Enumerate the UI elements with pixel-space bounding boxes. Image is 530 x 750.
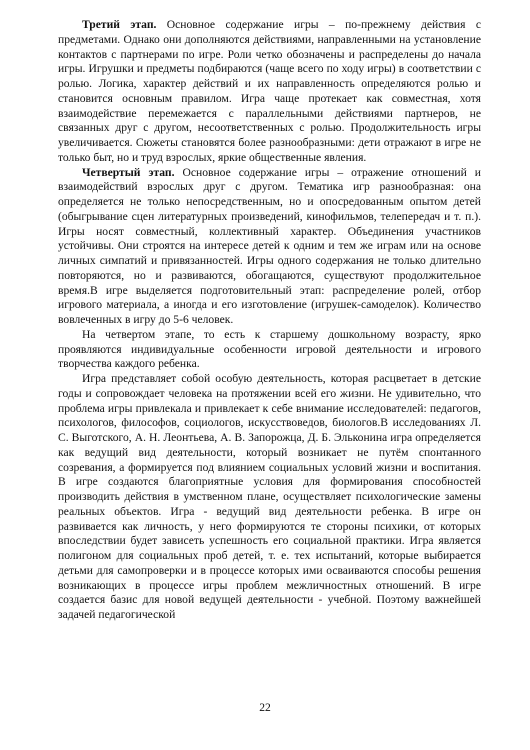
paragraph-stage-four: [58, 166, 481, 328]
paragraph-text: Игра представляет собой особую деятельность, которая расцветает в детские годы и сопровождает человека на протяжении всей его жизни. Не удивительно, что проблема игры привлекала и привлекает к себе внимание исследователей: педагогов, психологов, философов, социологов, искусствоведов, биологов.В исследованиях Л. С. Выготского, А. Н. Леонтьева, А. В. Запорожца, Д. Б. Эльконина игра определяется как ведущий вид деятельности, который возникает не путём спонтанного созревания, а формируется под влиянием социальных условий жизни и воспитания. В игре создаются благоприятные условия для формирования способностей производить действия в умственном плане, осуществляет психологические замены реальных объектов. Игра - ведущий вид деятельности ребенка. В игре он развивается как личность, у него формируются те стороны психики, от которых впоследствии будет зависеть успешность его социальной практики. Игра является полигоном для социальных проб детей, т. е. тех испытаний, которые выбирается детьми для самопроверки и в процессе которых ими осваиваются способы решения возникающих в процессе игры проблем межличностных отношений. В игре создается базис для новой ведущей деятельности - учебной. Поэтому важнейшей задачей педагогической: [58, 372, 481, 621]
paragraph-play-activity: [58, 372, 481, 623]
paragraph-heading: Третий этап.: [82, 18, 157, 31]
page-body: [58, 18, 481, 623]
paragraph-text: Основное содержание игры – отражение отношений и взаимодействий взрослых друг с другом. Тематика игр разнообразная: она определяется не только непосредственным, но и опосредованным опытом детей (обыгрывание сцен литературных произведений, кинофильмов, телепередач и т. п.). Игры носят совместный, коллективный характер. Объединения участников устойчивы. Они строятся на интересе детей к одним и тем же играм или на основе личных симпатий и привязанностей. Игры одного содержания не только длительно повторяются, но и развиваются, обогащаются, существуют продолжительное время.В игре выделяется подготовительный этап: распределение ролей, отбор игрового материала, а иногда и его изготовление (игрушек-самоделок). Количество вовлеченных в игру до 5-6 человек.: [58, 165, 481, 326]
paragraph-text: На четвертом этапе, то есть к старшему дошкольному возрасту, ярко проявляются индивидуальные особенности игровой деятельности и игрового творчества каждого ребенка.: [58, 327, 481, 371]
paragraph-heading: Четвертый этап.: [82, 165, 175, 179]
paragraph-fourth-stage-note: [58, 328, 481, 372]
paragraph-text: Основное содержание игры – по-прежнему действия с предметами. Однако они дополняются действиями, направленными на установление контактов с партнерами по игре. Роли четко обозначены и распределены до начала игры. Игрушки и предметы подбираются (чаще всего по ходу игры) в соответствии с ролью. Логика, характер действий и их направленность определяются ролью и становится основным правилом. Игра чаще протекает как совместная, хотя взаимодействие перемежается с параллельными действиями партнеров, не связанных друг с другом, несоответственных с ролью. Продолжительность игры увеличивается. Сюжеты становятся более разнообразными: дети отражают в игре не только быт, но и труд взрослых, яркие общественные явления.: [58, 18, 481, 164]
paragraph-stage-three: [58, 18, 481, 166]
page-number: 22: [259, 701, 271, 714]
